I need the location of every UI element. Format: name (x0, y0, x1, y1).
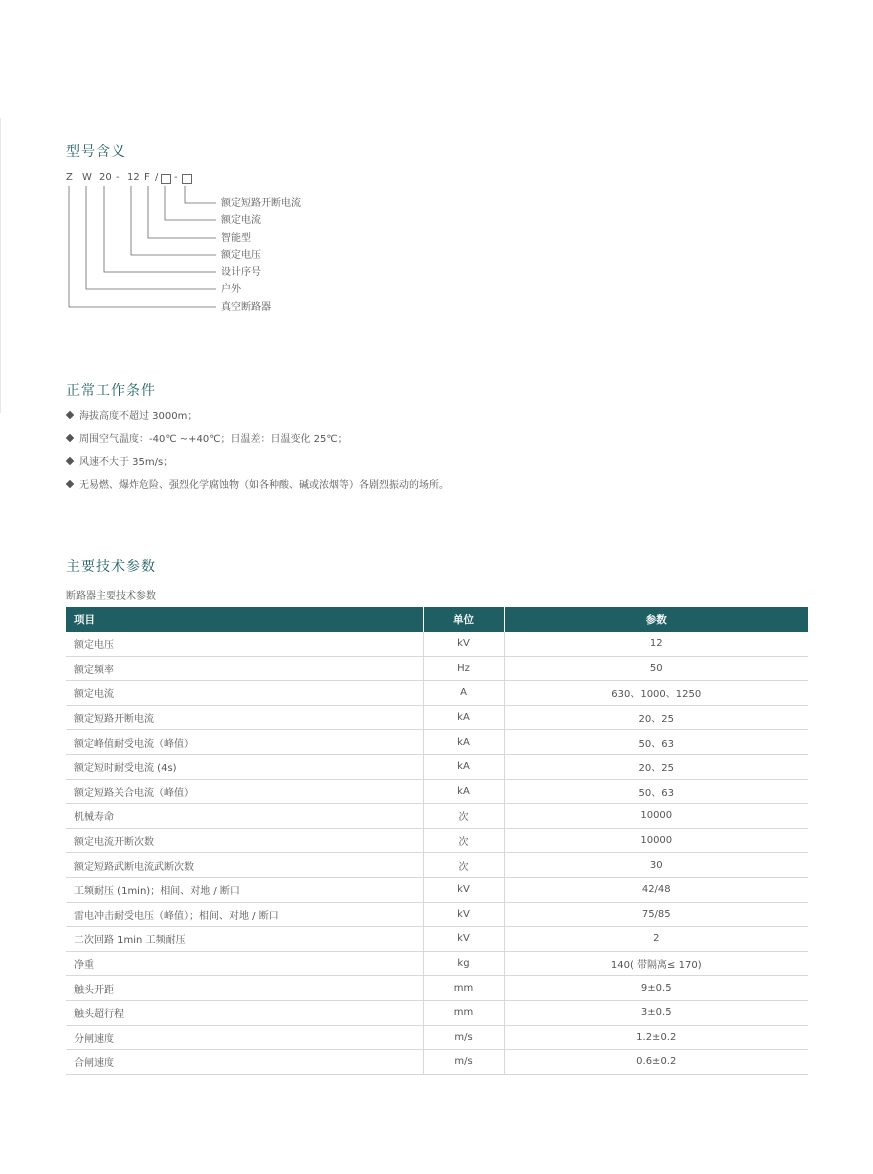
model-meaning-title: 型号含义 (66, 144, 126, 160)
param-value: 50、63 (504, 779, 808, 804)
param-value: 9±0.5 (504, 976, 808, 1001)
table-row (66, 927, 808, 952)
param-unit: kA (423, 754, 504, 779)
param-unit: 次 (423, 828, 504, 853)
table-row (66, 877, 808, 902)
model-slash: / (155, 172, 159, 183)
param-value: 10000 (504, 828, 808, 853)
table-row (66, 1000, 808, 1025)
condition-item: 无易燃、爆炸危险、强烈化学腐蚀物（如各种酸、碱或浓烟等）各剧烈振动的场所。 (66, 479, 449, 502)
param-unit: 次 (423, 853, 504, 878)
param-name: 机械寿命 (66, 804, 423, 829)
params-title: 主要技术参数 (66, 559, 156, 575)
model-letter-z: Z (66, 172, 73, 183)
param-unit: mm (423, 976, 504, 1001)
diamond-bullet-icon (66, 434, 74, 442)
model-dash-2: - (174, 172, 178, 183)
param-value: 10000 (504, 804, 808, 829)
param-name: 额定短时耐受电流 (4s) (66, 754, 423, 779)
param-unit: kg (423, 951, 504, 976)
param-name: 净重 (66, 951, 423, 976)
table-row (66, 1025, 808, 1050)
model-design-number: 20 (99, 172, 112, 183)
param-value: 42/48 (504, 877, 808, 902)
explanation-rated-current: 额定电流 (221, 215, 261, 226)
explanation-breaking-current: 额定短路开断电流 (221, 198, 301, 209)
diamond-bullet-icon (66, 480, 74, 488)
param-name: 额定短路关合电流（峰值） (66, 779, 423, 804)
param-value: 50 (504, 656, 808, 681)
condition-item: 周围空气温度：-40℃ ~+40℃；日温差：日温变化 25℃； (66, 433, 449, 456)
param-name: 额定电流 (66, 681, 423, 706)
param-unit: A (423, 681, 504, 706)
param-unit: mm (423, 1000, 504, 1025)
param-unit: kA (423, 705, 504, 730)
model-voltage: 12 (127, 172, 140, 183)
param-name: 雷电冲击耐受电压（峰值）；相间、对地 / 断口 (66, 902, 423, 927)
param-unit: 次 (423, 804, 504, 829)
param-unit: kV (423, 877, 504, 902)
param-value: 140( 带隔离≤ 170) (504, 951, 808, 976)
table-row (66, 902, 808, 927)
param-value: 2 (504, 927, 808, 952)
table-row (66, 804, 808, 829)
table-row (66, 656, 808, 681)
param-value: 3±0.5 (504, 1000, 808, 1025)
param-unit: kV (423, 632, 504, 656)
explanation-intelligent: 智能型 (221, 233, 251, 244)
header-item: 项目 (66, 607, 423, 632)
param-unit: kV (423, 902, 504, 927)
table-header-row (66, 607, 808, 632)
param-unit: m/s (423, 1050, 504, 1075)
param-name: 触头超行程 (66, 1000, 423, 1025)
table-row (66, 1050, 808, 1075)
param-unit: m/s (423, 1025, 504, 1050)
param-value: 30 (504, 853, 808, 878)
params-table (66, 607, 808, 1075)
conditions-list (66, 410, 449, 502)
explanation-outdoor: 户外 (221, 284, 241, 295)
table-row (66, 853, 808, 878)
param-unit: kA (423, 730, 504, 755)
condition-item: 风速不大于 35m/s； (66, 456, 449, 479)
param-value: 20、25 (504, 754, 808, 779)
table-row (66, 730, 808, 755)
param-name: 额定峰值耐受电流（峰值） (66, 730, 423, 755)
table-row (66, 632, 808, 656)
table-row (66, 976, 808, 1001)
header-unit: 单位 (423, 607, 504, 632)
param-name: 额定电流开断次数 (66, 828, 423, 853)
param-value: 20、25 (504, 705, 808, 730)
explanation-design-number: 设计序号 (221, 267, 261, 278)
diamond-bullet-icon (66, 457, 74, 465)
param-value: 630、1000、1250 (504, 681, 808, 706)
param-name: 额定电压 (66, 632, 423, 656)
explanation-vacuum-breaker: 真空断路器 (221, 302, 271, 313)
param-name: 工频耐压 (1min)；相间、对地 / 断口 (66, 877, 423, 902)
model-letter-w: W (82, 172, 92, 183)
model-dash: - (116, 172, 120, 183)
param-unit: kA (423, 779, 504, 804)
param-name: 额定短路开断电流 (66, 705, 423, 730)
condition-item: 海拔高度不超过 3000m； (66, 410, 449, 433)
table-row (66, 779, 808, 804)
param-value: 0.6±0.2 (504, 1050, 808, 1075)
param-name: 二次回路 1min 工频耐压 (66, 927, 423, 952)
table-caption: 断路器主要技术参数 (66, 591, 156, 602)
model-connector-lines (0, 0, 873, 330)
table-row (66, 951, 808, 976)
param-name: 合闸速度 (66, 1050, 423, 1075)
param-value: 12 (504, 632, 808, 656)
explanation-rated-voltage: 额定电压 (221, 250, 261, 261)
diamond-bullet-icon (66, 411, 74, 419)
param-name: 触头开距 (66, 976, 423, 1001)
param-name: 额定频率 (66, 656, 423, 681)
model-letter-f: F (144, 172, 150, 183)
table-row (66, 681, 808, 706)
param-value: 1.2±0.2 (504, 1025, 808, 1050)
header-value: 参数 (504, 607, 808, 632)
conditions-title: 正常工作条件 (66, 383, 156, 399)
param-name: 分闸速度 (66, 1025, 423, 1050)
param-name: 额定短路武断电流武断次数 (66, 853, 423, 878)
param-value: 50、63 (504, 730, 808, 755)
param-value: 75/85 (504, 902, 808, 927)
table-row (66, 828, 808, 853)
table-row (66, 754, 808, 779)
param-unit: kV (423, 927, 504, 952)
param-unit: Hz (423, 656, 504, 681)
table-row (66, 705, 808, 730)
